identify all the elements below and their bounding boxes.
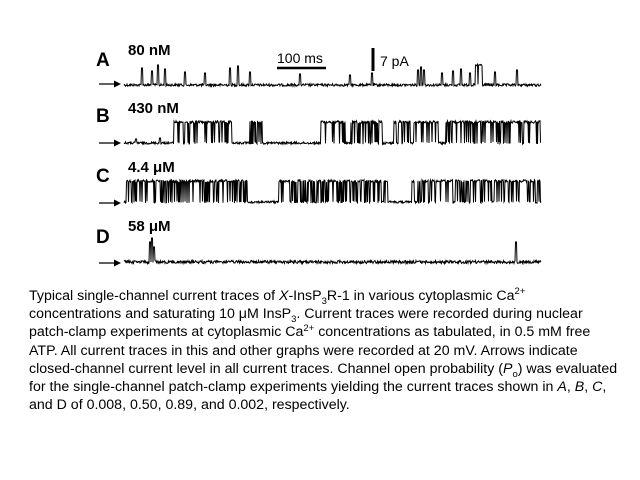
current-trace-d: [124, 238, 541, 264]
closed-level-arrow-c: [99, 200, 121, 207]
concentration-label-d: 58 μM: [128, 218, 171, 235]
concentration-label-a: 80 nM: [128, 42, 171, 59]
current-trace-b: [124, 121, 541, 144]
concentration-label-c: 4.4 μM: [128, 159, 175, 176]
closed-level-arrow-b: [99, 140, 121, 147]
panel-letter-d: D: [96, 227, 110, 248]
current-trace-c: [124, 180, 541, 203]
panel-letter-a: A: [96, 50, 110, 71]
figure-caption: Typical single-channel current traces of X-InsP$_3$R-1 in various cytoplasmic $Ca^{2+}$ concentrations and saturating 10 μM InsP$_3$. Current traces were recorded during nuclear patch-clamp experiments at cytoplasmic $Ca^{2+}$ concentrations as tabulated, in 0.5 mM free ATP. All current traces in this and other graphs were recorded at 20 mV. Arrows indicate closed-channel current level in all current traces. Channel open probability $(P_o)$ was evaluated for the single-channel patch-clamp experiments yielding the current traces shown in A, B, C, and D of 0.008, 0.50, 0.89, and 0.002, respectively.: [29, 286, 618, 414]
closed-level-arrow-d: [99, 260, 121, 267]
closed-level-arrow-a: [99, 81, 121, 88]
concentration-label-b: 430 nM: [128, 100, 179, 117]
panel-letter-b: B: [96, 106, 110, 127]
time-scale-label: 100 ms: [277, 50, 323, 66]
panel-letter-c: C: [96, 166, 110, 187]
current-trace-a: [124, 64, 541, 86]
current-scale-label: 7 pA: [380, 53, 409, 69]
